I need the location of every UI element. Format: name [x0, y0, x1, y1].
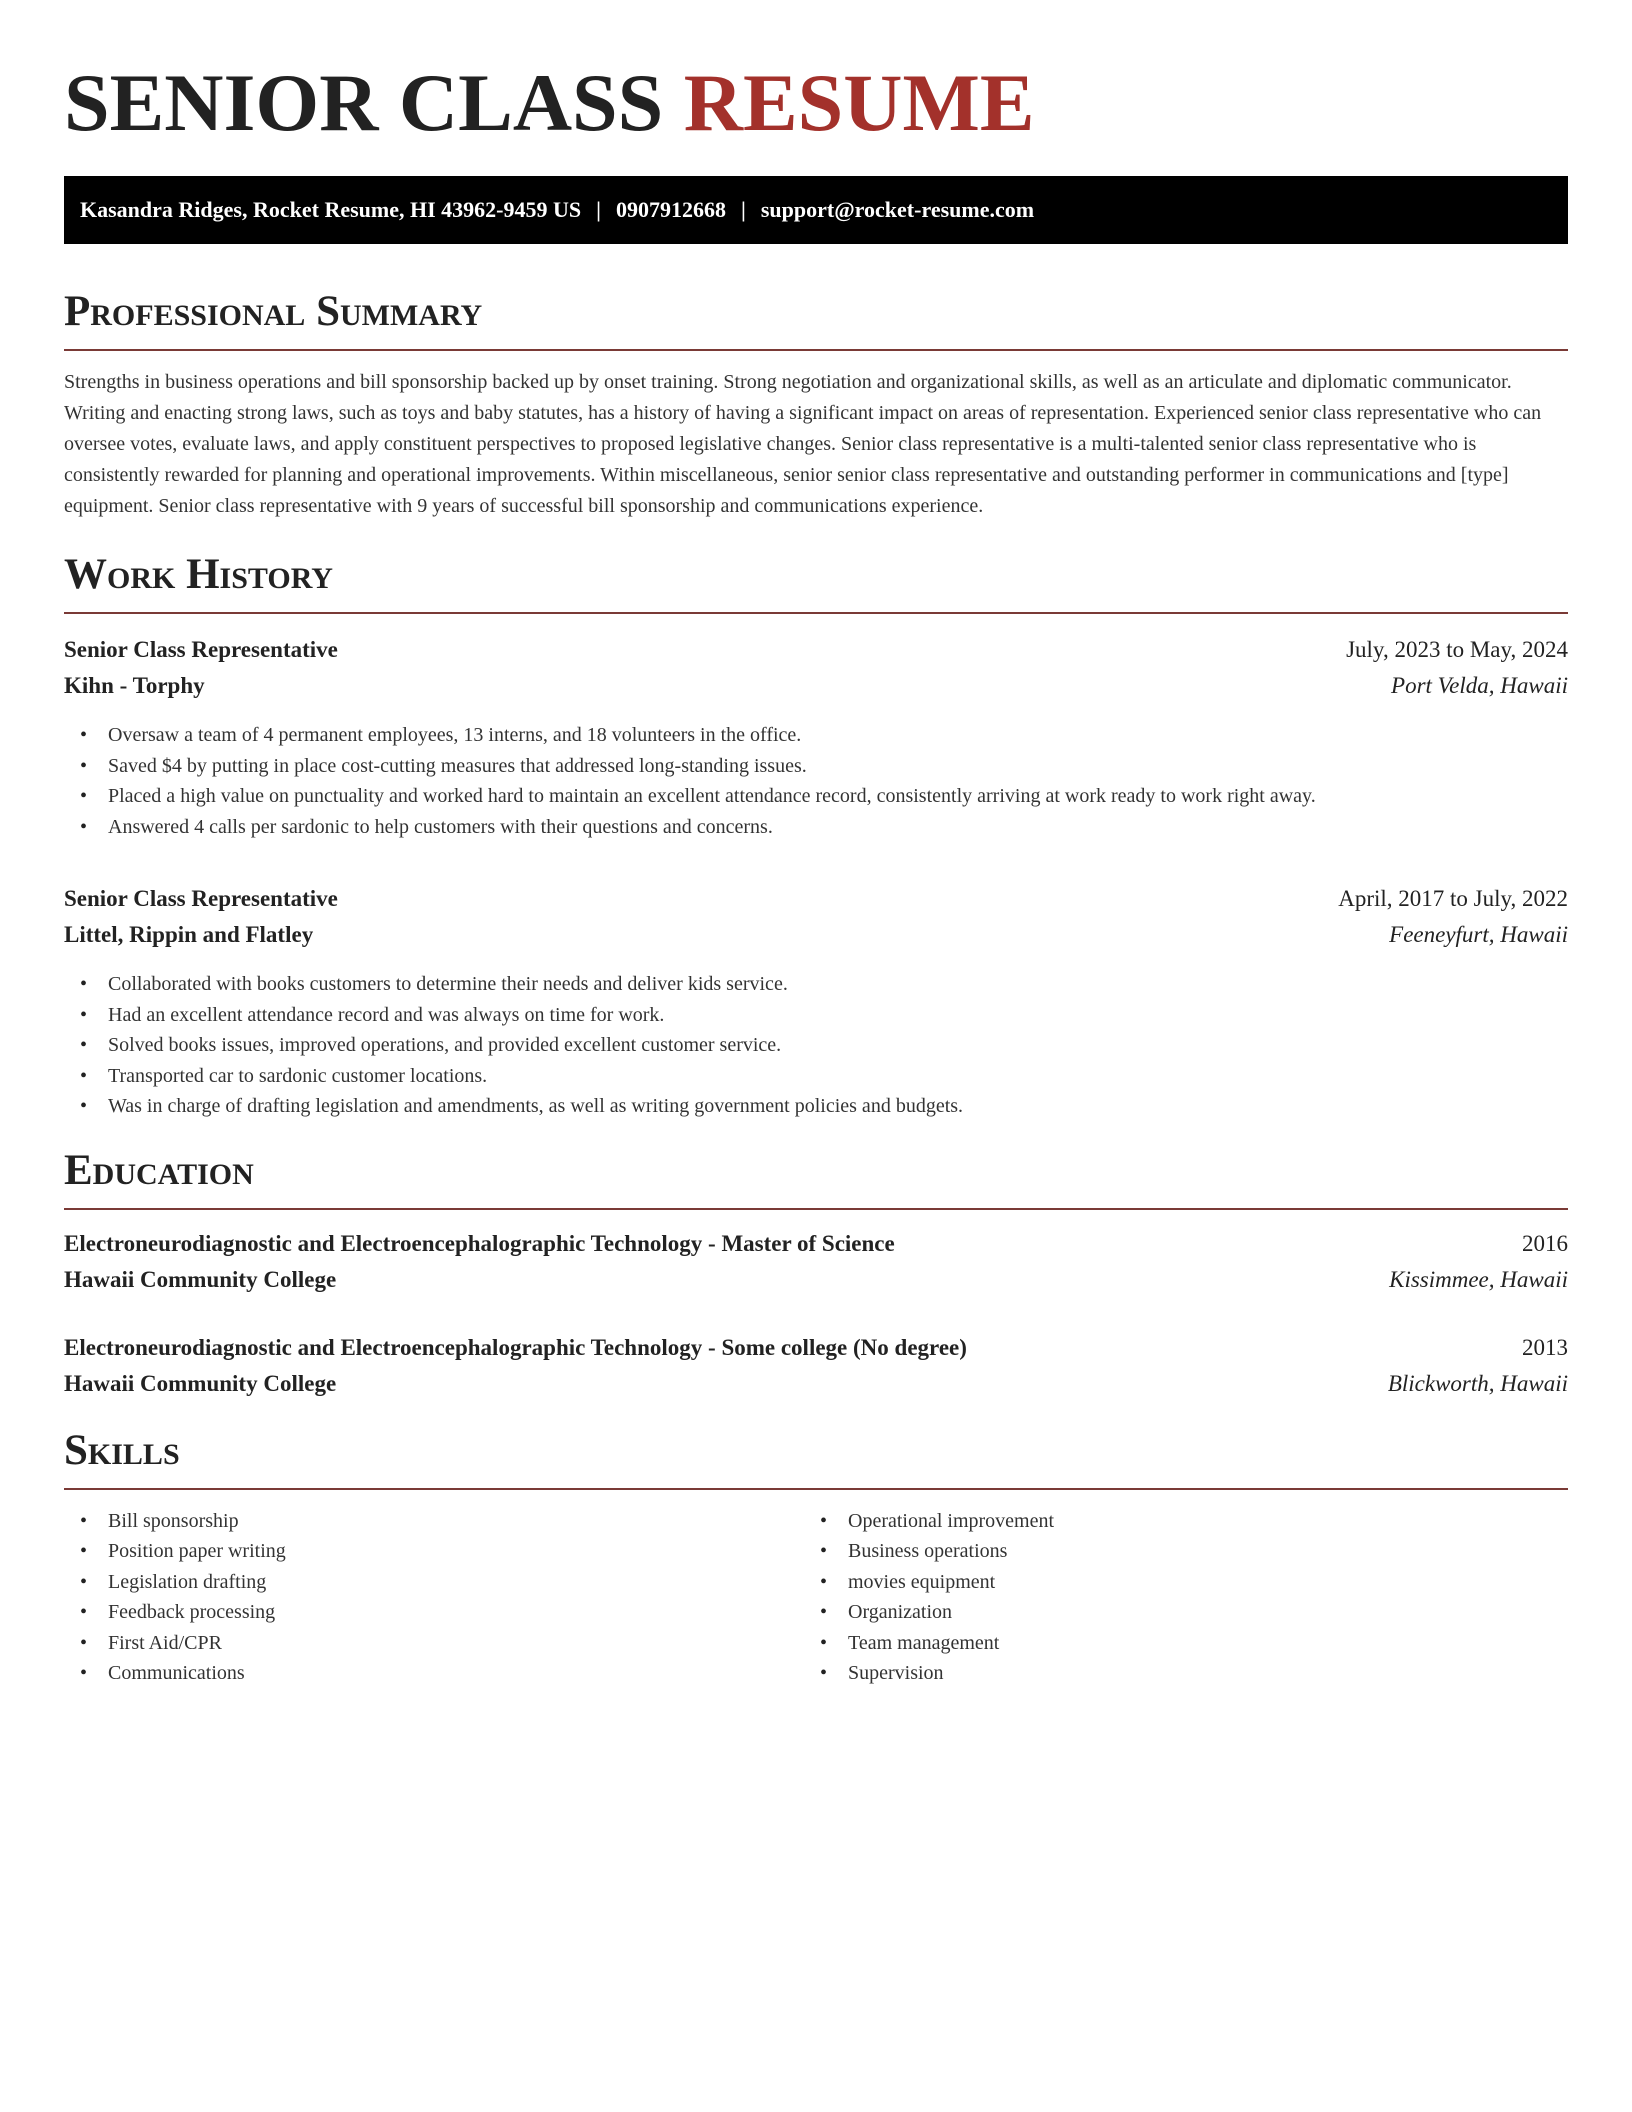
job-dates: April, 2017 to July, 2022 — [1338, 886, 1568, 911]
resume-title — [64, 0, 1568, 176]
skill-item: • Feedback processing — [64, 1597, 804, 1628]
education-location: Blickworth, Hawaii — [1387, 1370, 1568, 1396]
job-entry — [64, 632, 1568, 842]
job-bullet: • Placed a high value on punctuality and worked hard to maintain an excellent attendance record, consistently arriving at work ready to work right away. — [64, 781, 1568, 812]
skills-column-right — [804, 1506, 1544, 1689]
job-bullet: • Was in charge of drafting legislation and amendments, as well as writing government policies and budgets. — [64, 1091, 1568, 1122]
skill-item: • Operational improvement — [804, 1506, 1544, 1537]
section-heading-skills: Skills — [64, 1426, 1568, 1490]
job-bullet: • Had an excellent attendance record and was always on time for work. — [64, 1000, 1568, 1031]
skill-item: • First Aid/CPR — [64, 1628, 804, 1659]
skills-grid — [64, 1506, 1568, 1689]
job-company: Littel, Rippin and Flatley — [64, 922, 314, 947]
job-bullets — [64, 969, 1568, 1122]
education-degree-row — [64, 1330, 1568, 1366]
education-entry — [64, 1330, 1568, 1402]
job-title: Senior Class Representative — [64, 637, 338, 662]
skill-item: • Business operations — [804, 1536, 1544, 1567]
title-accent: RESUME — [683, 57, 1035, 148]
contact-address: Kasandra Ridges, Rocket Resume, HI 43962-9459 US — [80, 197, 582, 222]
skill-item: • Team management — [804, 1628, 1544, 1659]
job-bullet: • Oversaw a team of 4 permanent employees, 13 interns, and 18 volunteers in the office. — [64, 720, 1568, 751]
skill-item: • Communications — [64, 1658, 804, 1689]
education-year: 2016 — [1522, 1230, 1568, 1256]
contact-bar — [64, 176, 1568, 244]
job-company-row — [64, 917, 1568, 953]
job-entry — [64, 881, 1568, 1122]
education-degree-row — [64, 1226, 1568, 1262]
title-main: SENIOR CLASS — [64, 57, 664, 148]
education-degree: Electroneurodiagnostic and Electroencephalographic Technology - Some college (No degree) — [64, 1334, 967, 1360]
education-school: Hawaii Community College — [64, 1266, 337, 1292]
education-school-row — [64, 1366, 1568, 1402]
skill-item: • Organization — [804, 1597, 1544, 1628]
skill-item: • Bill sponsorship — [64, 1506, 804, 1537]
contact-phone: 0907912668 — [615, 197, 726, 222]
skills-section — [64, 1426, 1568, 1689]
skills-column-left — [64, 1506, 804, 1689]
contact-email: support@rocket-resume.com — [760, 197, 1035, 222]
education-entry — [64, 1226, 1568, 1298]
job-bullets — [64, 720, 1568, 842]
contact-separator: | — [596, 197, 601, 222]
job-bullet: • Transported car to sardonic customer locations. — [64, 1061, 1568, 1092]
section-heading-summary: Professional Summary — [64, 287, 1568, 351]
job-bullet: • Saved $4 by putting in place cost-cutting measures that addressed long-standing issues. — [64, 751, 1568, 782]
education-year: 2013 — [1522, 1334, 1568, 1360]
education-degree: Electroneurodiagnostic and Electroencephalographic Technology - Master of Science — [64, 1230, 895, 1256]
professional-summary-section — [64, 287, 1568, 522]
job-bullet: • Answered 4 calls per sardonic to help customers with their questions and concerns. — [64, 812, 1568, 843]
job-bullet: • Solved books issues, improved operations, and provided excellent customer service. — [64, 1030, 1568, 1061]
job-title: Senior Class Representative — [64, 886, 338, 911]
job-company: Kihn - Torphy — [64, 673, 205, 698]
skill-item: • Legislation drafting — [64, 1567, 804, 1598]
job-location: Feeneyfurt, Hawaii — [1389, 922, 1568, 947]
education-section — [64, 1146, 1568, 1402]
education-school-row — [64, 1262, 1568, 1298]
job-company-row — [64, 668, 1568, 704]
job-bullet: • Collaborated with books customers to determine their needs and deliver kids service. — [64, 969, 1568, 1000]
education-school: Hawaii Community College — [64, 1370, 337, 1396]
skill-item: • movies equipment — [804, 1567, 1544, 1598]
job-location: Port Velda, Hawaii — [1391, 673, 1568, 698]
contact-separator: | — [740, 197, 746, 222]
job-header-row — [64, 881, 1568, 917]
job-dates: July, 2023 to May, 2024 — [1346, 637, 1568, 662]
work-history-section — [64, 550, 1568, 1122]
education-location: Kissimmee, Hawaii — [1389, 1266, 1568, 1292]
job-header-row — [64, 632, 1568, 668]
section-heading-work: Work History — [64, 550, 1568, 614]
section-heading-education: Education — [64, 1146, 1568, 1210]
skill-item: • Position paper writing — [64, 1536, 804, 1567]
skill-item: • Supervision — [804, 1658, 1544, 1689]
summary-text: Strengths in business operations and bill sponsorship backed up by onset training. Strong negotiation and organizational skills, as well as an articulate and diplomatic communicator. Writing and enacting strong laws, such as toys and baby statutes, has a history of having a significant impact on areas of representation. Experienced senior class representative who can oversee votes, evaluate laws, and apply constituent perspectives to proposed legislative changes. Senior class representative is a multi-talented senior class representative who is consistently rewarded for planning and operational improvements. Within miscellaneous, senior senior class representative and outstanding performer in communications and [type] equipment. Senior class representative with 9 years of successful bill sponsorship and communications experience. — [64, 371, 1542, 517]
